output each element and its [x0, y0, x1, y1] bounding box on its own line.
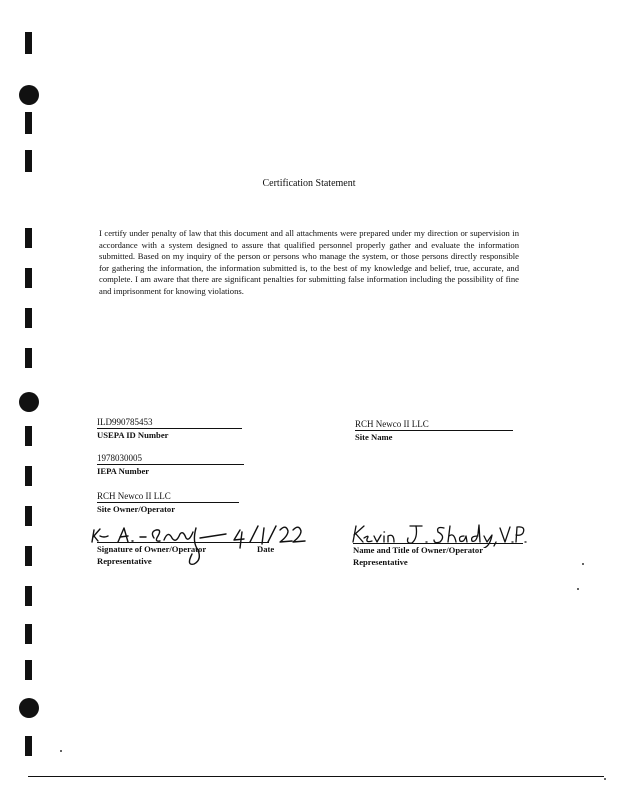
scan-mark: [25, 426, 32, 446]
punch-hole-mark: [19, 85, 39, 105]
scan-mark: [25, 736, 32, 756]
usepa-id-label: USEPA ID Number: [97, 430, 169, 440]
scan-mark: [25, 660, 32, 680]
date-label: Date: [257, 544, 275, 554]
scan-mark: [25, 32, 32, 54]
scan-speck: [582, 563, 584, 565]
certification-paragraph: I certify under penalty of law that this document and all attachments were prepared under my direction or supervision in accordance with a system designed to assure that qualified personnel properly gather and evaluate the information submitted. Based on my inquiry of the person or persons who manage the system, or those persons directly responsible for gathering the information, the information submitted is, to the best of my knowledge and belief, true, accurate, and complete. I am aware that there are significant penalties for submitting false information including the possibility of fine and imprisonment for knowing violations.: [99, 228, 519, 296]
scan-mark: [25, 466, 32, 486]
site-name-field: [355, 419, 513, 442]
scan-mark: [25, 112, 32, 134]
name-title-line: [353, 543, 523, 544]
usepa-id-field: [97, 417, 242, 440]
punch-hole-mark: [19, 392, 39, 412]
scan-speck: [60, 750, 62, 752]
scan-mark: [25, 506, 32, 526]
scan-mark: [25, 624, 32, 644]
name-title-label: Name and Title of Owner/Operator: [353, 545, 484, 555]
scan-mark: [25, 546, 32, 566]
scan-speck: [604, 778, 606, 780]
owner-signature-line: [97, 542, 269, 543]
scan-mark: [25, 308, 32, 328]
scan-mark: [25, 150, 32, 172]
site-owner-label: Site Owner/Operator: [97, 504, 176, 514]
document-title: Certification Statement: [262, 178, 356, 189]
name-title-representative-label: Representative: [353, 557, 408, 567]
usepa-id-value: ILD990785453: [97, 417, 242, 429]
iepa-number-label: IEPA Number: [97, 466, 150, 476]
site-name-label: Site Name: [355, 432, 393, 442]
punch-hole-mark: [19, 698, 39, 718]
site-name-value: RCH Newco II LLC: [355, 419, 513, 431]
owner-representative-label: Representative: [97, 556, 152, 566]
site-owner-field: [97, 491, 239, 514]
scan-mark: [25, 268, 32, 288]
scan-mark: [25, 348, 32, 368]
scan-speck: [577, 588, 579, 590]
scan-mark: [25, 228, 32, 248]
scan-mark: [25, 586, 32, 606]
iepa-number-field: [97, 453, 244, 476]
iepa-number-value: 1978030005: [97, 453, 244, 465]
owner-signature-label: Signature of Owner/Operator: [97, 544, 207, 554]
bottom-rule: [28, 776, 604, 777]
site-owner-value: RCH Newco II LLC: [97, 491, 239, 503]
